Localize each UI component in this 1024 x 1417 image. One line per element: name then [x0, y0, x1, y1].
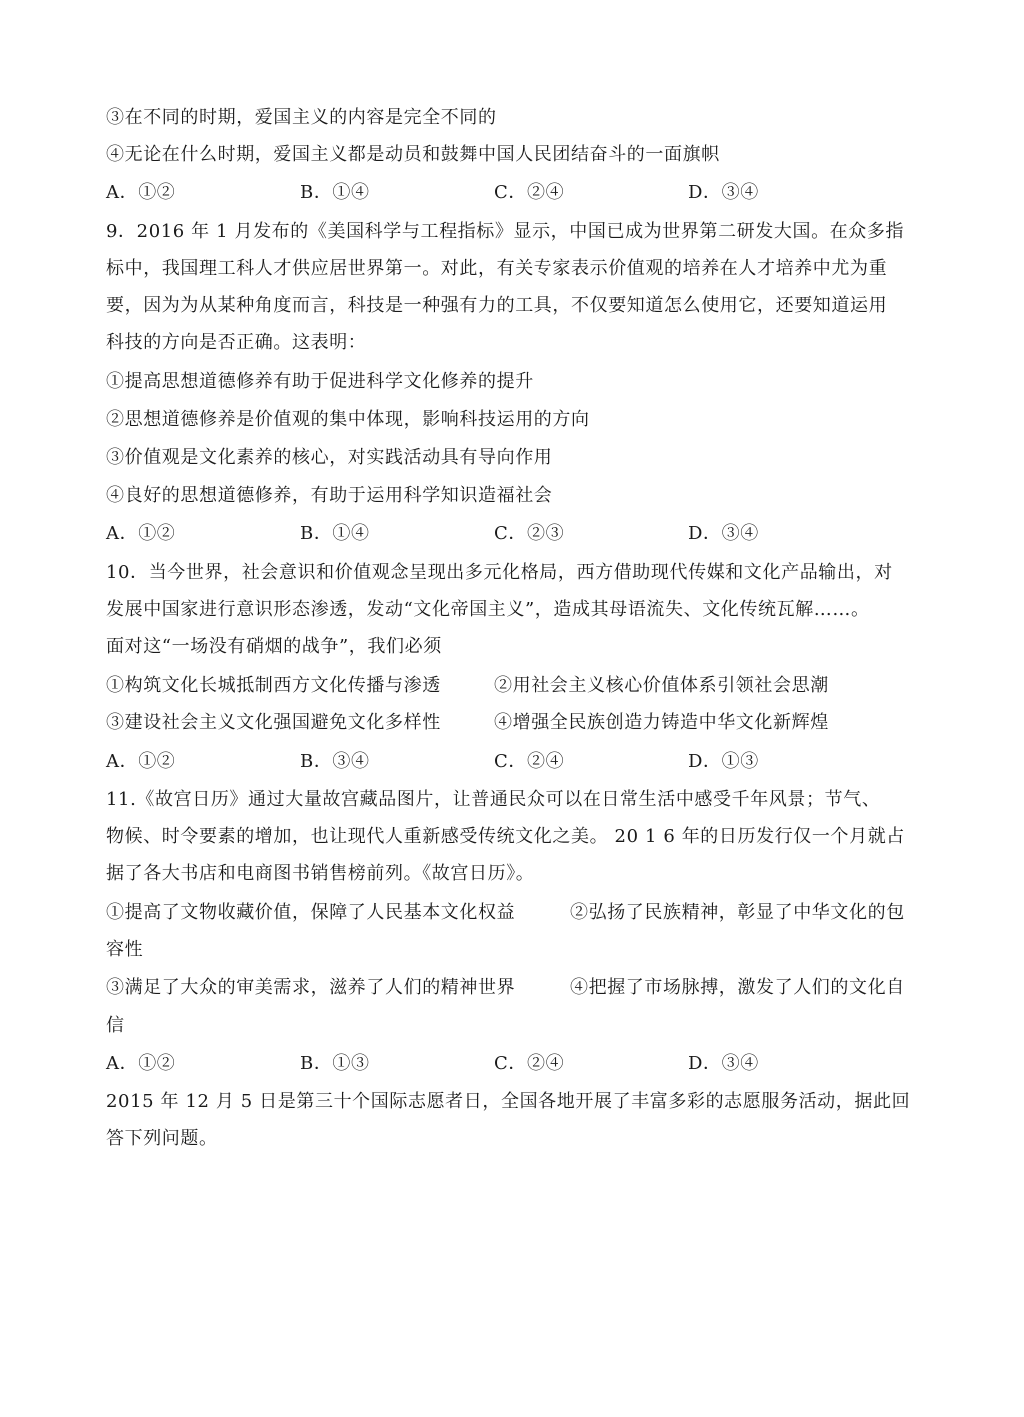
- q10-stem-line-1: 10．当今世界，社会意识和价值观念呈现出多元化格局，西方借助现代传媒和文化产品输出，对: [106, 562, 893, 583]
- q9-stem-line-2: 标中，我国理工科人才供应居世界第一。对此，有关专家表示价值观的培养在人才培养中尤为重: [106, 258, 888, 279]
- q11-stem-line-1: 11.《故宫日历》通过大量故宫藏品图片，让普通民众可以在日常生活中感受千年风景；节气、: [106, 789, 881, 810]
- q9-option-c: C．②③: [494, 523, 565, 544]
- q11-statement-3: ③满足了大众的审美需求，滋养了人们的精神世界: [106, 977, 516, 998]
- q11-statement-2-cont: 容性: [106, 939, 144, 960]
- q9-option-a: A．①②: [106, 523, 176, 544]
- q10-stem-line-2: 发展中国家进行意识形态渗透，发动“文化帝国主义”，造成其母语流失、文化传统瓦解……。: [106, 599, 870, 620]
- q10-option-c: C．②④: [494, 751, 565, 772]
- q11-option-d: D．③④: [688, 1053, 759, 1074]
- q9-option-b: B．①④: [300, 523, 370, 544]
- q10-statement-3: ③建设社会主义文化强国避免文化多样性: [106, 712, 441, 733]
- q9-statement-2: ②思想道德修养是价值观的集中体现，影响科技运用的方向: [106, 409, 590, 430]
- q10-option-d: D．①③: [688, 751, 759, 772]
- q8-option-d: D．③④: [688, 182, 759, 203]
- q8-statement-3: ③在不同的时期，爱国主义的内容是完全不同的: [106, 107, 497, 128]
- q11-statement-2: ②弘扬了民族精神，彰显了中华文化的包: [570, 902, 905, 923]
- q8-statement-4: ④无论在什么时期，爱国主义都是动员和鼓舞中国人民团结奋斗的一面旗帜: [106, 144, 720, 165]
- q11-statement-1: ①提高了文物收藏价值，保障了人民基本文化权益: [106, 902, 516, 923]
- q10-option-b: B．③④: [300, 751, 370, 772]
- q9-stem-line-4: 科技的方向是否正确。这表明：: [106, 332, 367, 353]
- q9-stem-line-1: 9．2016 年 1 月发布的《美国科学与工程指标》显示，中国已成为世界第二研发大国。在众多指: [106, 221, 905, 242]
- q11-stem-line-3: 据了各大书店和电商图书销售榜前列。《故宫日历》。: [106, 863, 535, 884]
- q9-option-d: D．③④: [688, 523, 759, 544]
- q11-statement-4-cont: 信: [106, 1015, 125, 1036]
- q10-statement-1: ①构筑文化长城抵制西方文化传播与渗透: [106, 675, 441, 696]
- group-intro-line-2: 答下列问题。: [106, 1128, 218, 1149]
- q9-statement-4: ④良好的思想道德修养，有助于运用科学知识造福社会: [106, 485, 553, 506]
- q8-option-b: B．①④: [300, 182, 370, 203]
- q8-option-c: C．②④: [494, 182, 565, 203]
- q11-statement-4: ④把握了市场脉搏，激发了人们的文化自: [570, 977, 905, 998]
- q9-statement-1: ①提高思想道德修养有助于促进科学文化修养的提升: [106, 371, 534, 392]
- q11-option-b: B．①③: [300, 1053, 370, 1074]
- q9-statement-3: ③价值观是文化素养的核心，对实践活动具有导向作用: [106, 447, 553, 468]
- q9-stem-line-3: 要，因为为从某种角度而言，科技是一种强有力的工具，不仅要知道怎么使用它，还要知道运用: [106, 295, 888, 316]
- group-intro-line-1: 2015 年 12 月 5 日是第三十个国际志愿者日，全国各地开展了丰富多彩的志愿服务活动，据此回: [106, 1091, 911, 1112]
- q10-stem-line-3: 面对这“一场没有硝烟的战争”，我们必须: [106, 636, 442, 657]
- q10-option-a: A．①②: [106, 751, 176, 772]
- q10-statement-4: ④增强全民族创造力铸造中华文化新辉煌: [494, 712, 829, 733]
- q11-option-c: C．②④: [494, 1053, 565, 1074]
- q10-statement-2: ②用社会主义核心价值体系引领社会思潮: [494, 675, 829, 696]
- q11-stem-line-2: 物候、时令要素的增加，也让现代人重新感受传统文化之美。 20 1 6 年的日历发行仅一个月就占: [106, 826, 905, 847]
- q8-option-a: A．①②: [106, 182, 176, 203]
- q11-option-a: A．①②: [106, 1053, 176, 1074]
